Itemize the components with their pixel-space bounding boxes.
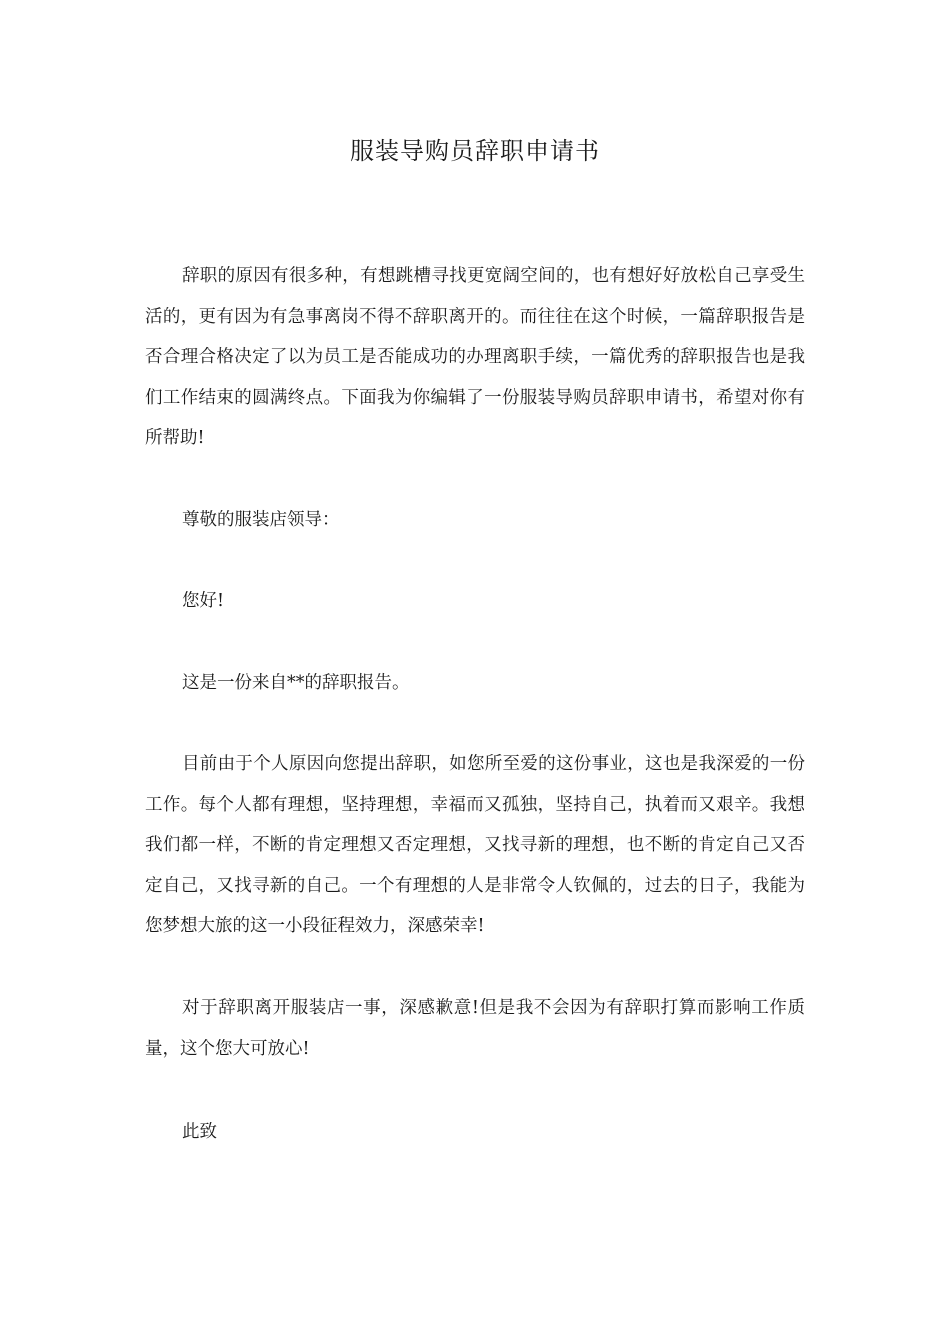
document-title: 服装导购员辞职申请书 xyxy=(350,137,600,165)
report-origin-paragraph: 这是一份来自**的辞职报告。 xyxy=(182,673,410,693)
intro-paragraph: 辞职的原因有很多种，有想跳槽寻找更宽阔空间的，也有想好好放松自己享受生活的，更有因为有急事离岗不得不辞职离开的。而往往在这个时候，一篇辞职报告是否合理合格决定了以为员工是否能成功的办理离职手续，一篇优秀的辞职报告也是我们工作结束的圆满终点。下面我为你编辑了一份服装导购员辞职申请书，希望对你有所帮助! xyxy=(145,266,805,449)
apology-paragraph: 对于辞职离开服装店一事，深感歉意!但是我不会因为有辞职打算而影响工作质量，这个您大可放心! xyxy=(145,998,805,1059)
reason-paragraph: 目前由于个人原因向您提出辞职，如您所至爱的这份事业，这也是我深爱的一份工作。每个人都有理想，坚持理想，幸福而又孤独，坚持自己，执着而又艰辛。我想我们都一样，不断的肯定理想又否定理想，又找寻新的理想，也不断的肯定自己又否定自己，又找寻新的自己。一个有理想的人是非常令人钦佩的，过去的日子，我能为您梦想大旅的这一小段征程效力，深感荣幸! xyxy=(145,754,805,937)
salutation-paragraph: 尊敬的服装店领导： xyxy=(182,510,340,530)
closing-paragraph: 此致 xyxy=(182,1122,217,1142)
greeting-paragraph: 您好! xyxy=(182,591,225,611)
